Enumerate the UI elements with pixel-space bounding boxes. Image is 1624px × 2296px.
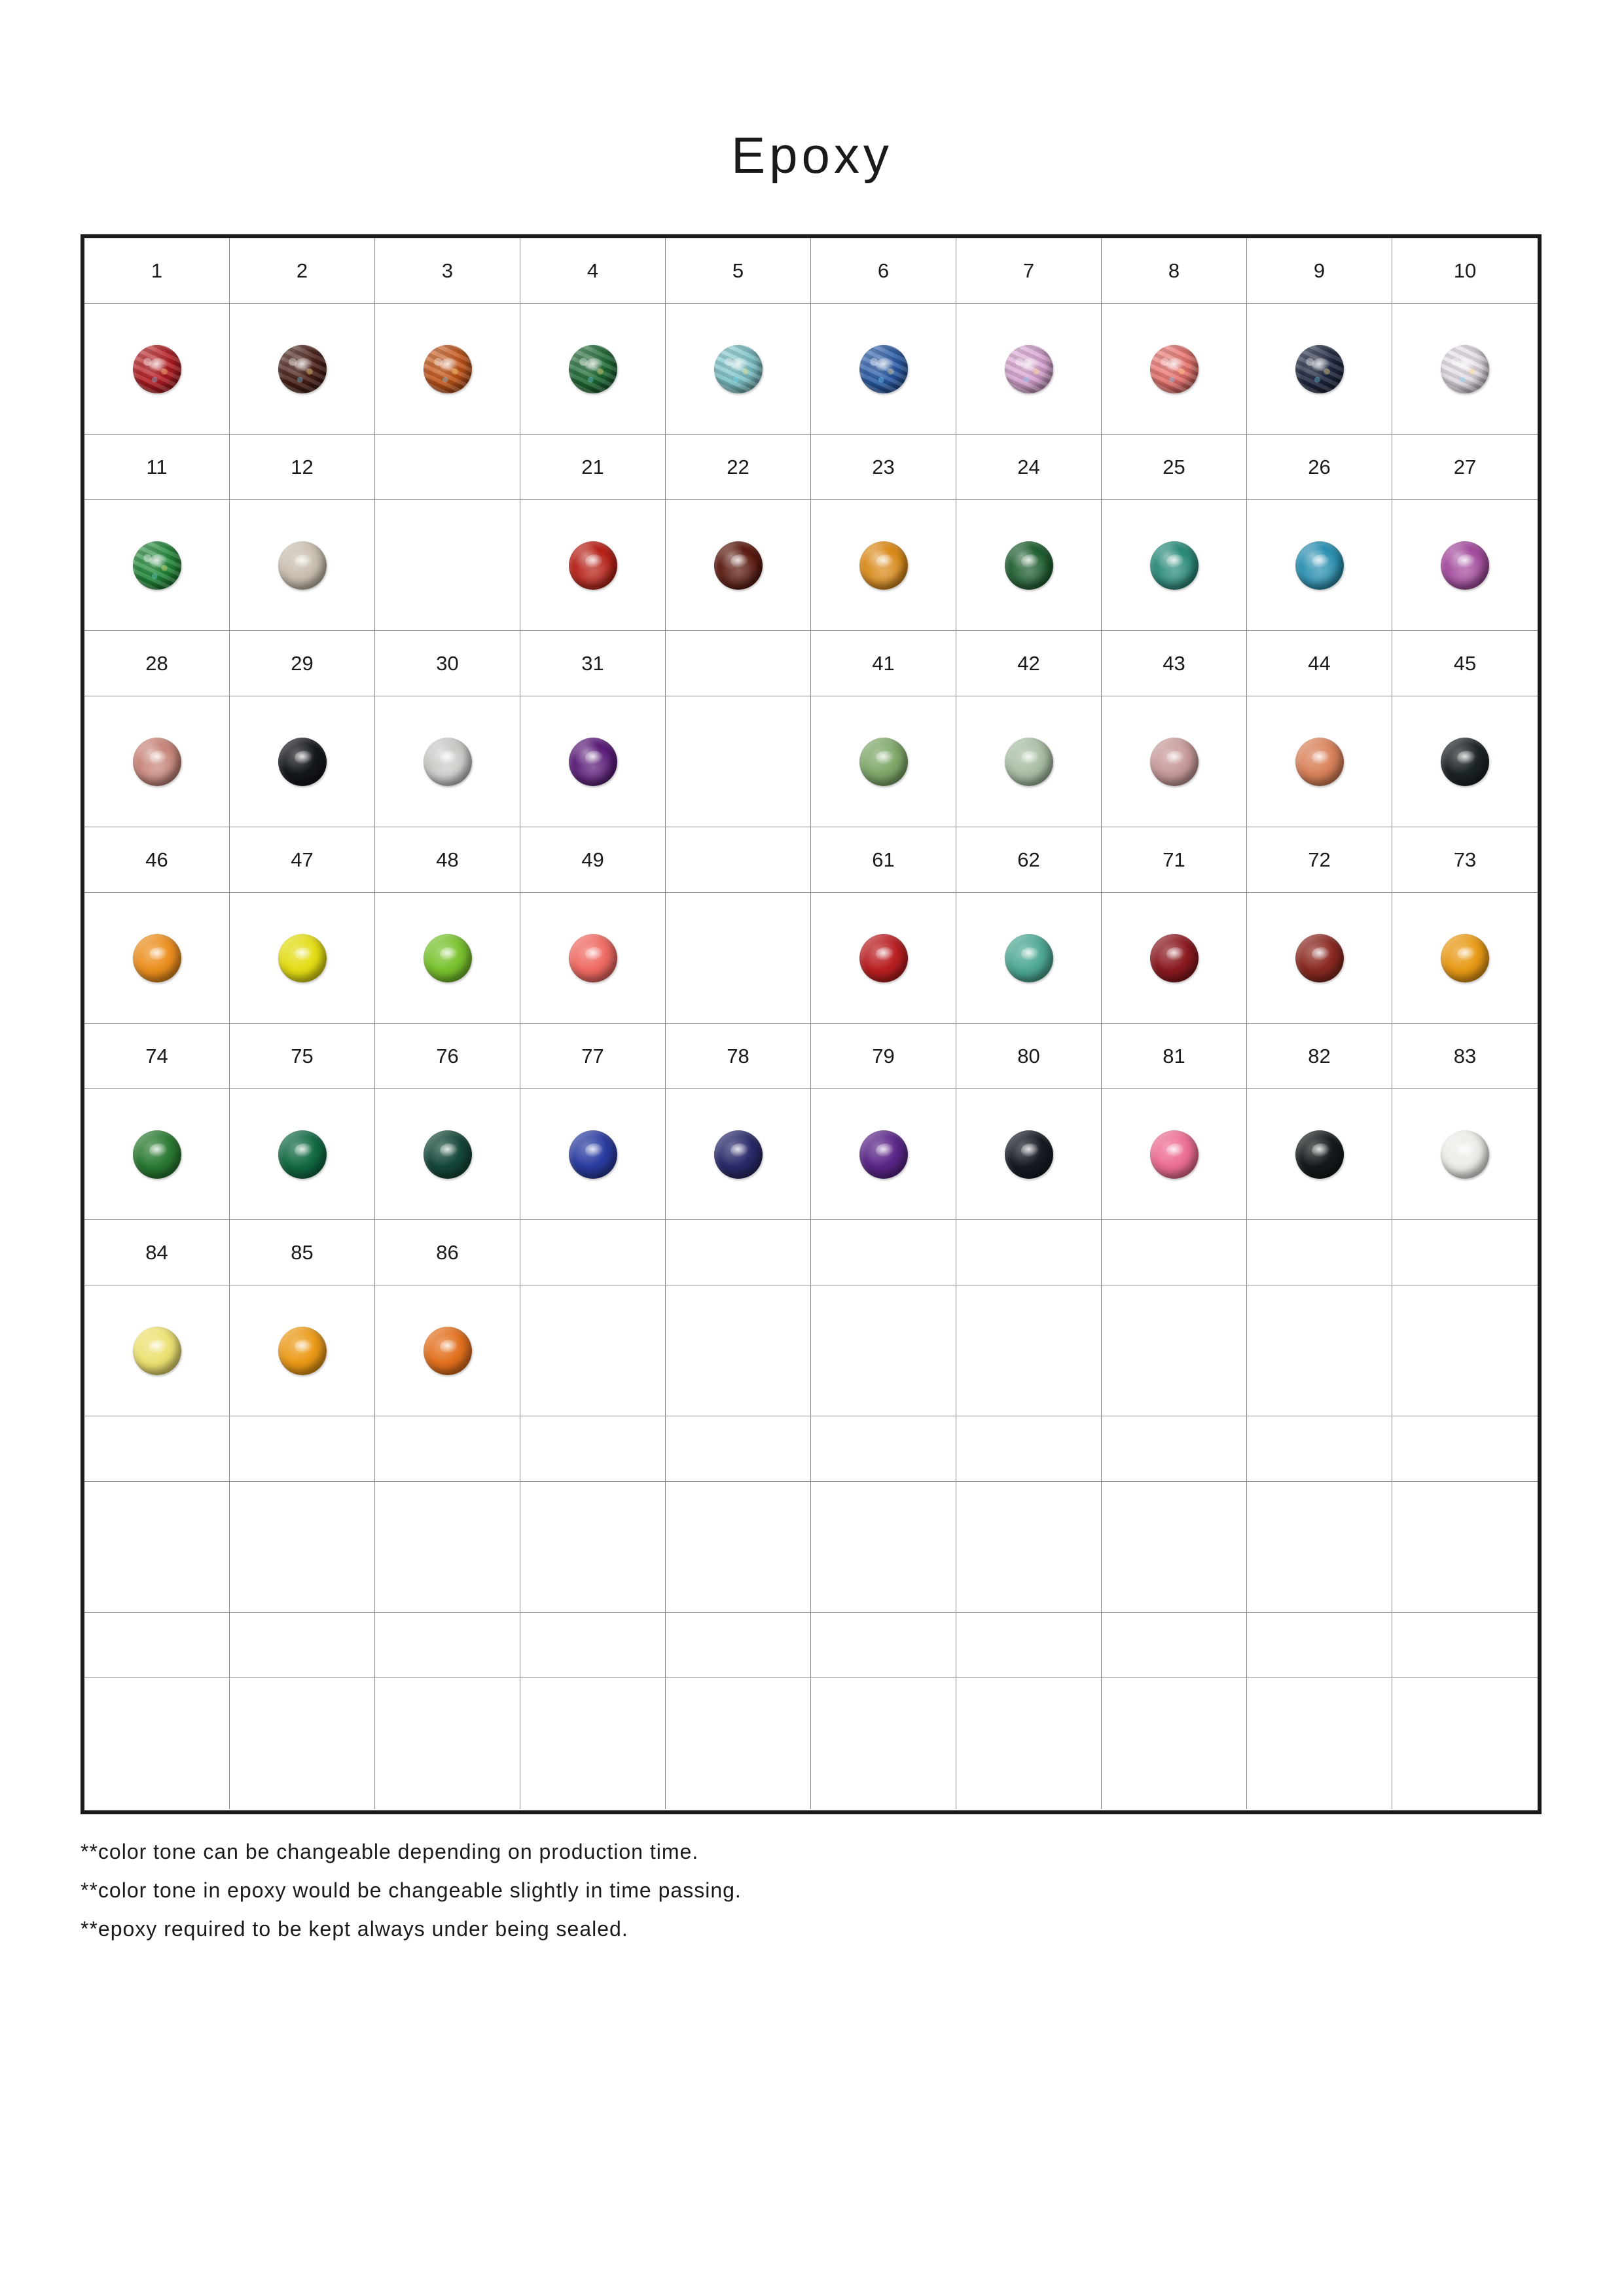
- swatch-cell: [666, 1285, 811, 1416]
- swatch-number-cell: [375, 631, 520, 696]
- swatch-cell: [520, 1285, 666, 1416]
- swatch-cell: [1247, 893, 1392, 1024]
- swatch-number: 81: [1163, 1044, 1185, 1067]
- color-swatch-bead: [1005, 541, 1053, 590]
- swatch-number: 1: [151, 259, 163, 282]
- swatch-cell: [1247, 304, 1392, 435]
- swatch-number: 79: [872, 1044, 895, 1067]
- swatch-number-cell: [956, 827, 1102, 893]
- swatch-cell: [1392, 1089, 1538, 1220]
- swatch-cell: [84, 1285, 230, 1416]
- color-swatch-bead: [1005, 738, 1053, 786]
- swatch-number-cell: [230, 435, 375, 500]
- color-swatch-bead: [278, 738, 327, 786]
- swatch-cell: [84, 304, 230, 435]
- swatch-cell: [375, 1678, 520, 1809]
- swatch-cell: [230, 1678, 375, 1809]
- swatch-number: 82: [1308, 1044, 1331, 1067]
- swatch-number-cell: [666, 827, 811, 893]
- color-swatch-bead: [424, 738, 472, 786]
- swatch-cell: [1392, 1678, 1538, 1809]
- swatch-number-cell: [811, 1024, 956, 1089]
- swatch-cell: [811, 696, 956, 827]
- swatch-number-cell: [230, 1024, 375, 1089]
- color-chart-table: [81, 234, 1542, 1814]
- swatch-number: 5: [732, 259, 744, 282]
- swatch-cell: [1102, 1482, 1247, 1613]
- color-swatch-bead: [278, 1327, 327, 1375]
- swatch-number-cell: [375, 1613, 520, 1678]
- color-swatch-bead: [278, 1130, 327, 1179]
- color-swatch-bead: [1441, 738, 1489, 786]
- swatch-number-cell: [84, 238, 230, 304]
- swatch-number: 10: [1453, 259, 1477, 282]
- swatch-number: 12: [291, 455, 314, 478]
- swatch-cell: [1392, 1285, 1538, 1416]
- swatch-cell: [956, 696, 1102, 827]
- color-swatch-bead: [133, 1130, 181, 1179]
- swatch-cell: [1102, 500, 1247, 631]
- swatch-number-cell: [1247, 1416, 1392, 1482]
- color-swatch-bead: [1150, 345, 1199, 393]
- color-swatch-bead: [278, 541, 327, 590]
- swatch-cell: [375, 1482, 520, 1613]
- swatch-cell: [666, 893, 811, 1024]
- swatch-number: 75: [291, 1044, 314, 1067]
- swatch-number-cell: [1247, 1613, 1392, 1678]
- swatch-number: 29: [291, 651, 314, 675]
- swatch-cell: [1102, 1089, 1247, 1220]
- swatch-cell: [1102, 696, 1247, 827]
- swatch-number-cell: [520, 1024, 666, 1089]
- swatch-cell: [520, 1482, 666, 1613]
- swatch-number-cell: [1102, 1220, 1247, 1285]
- swatch-cell: [520, 1089, 666, 1220]
- swatch-cell: [1102, 1678, 1247, 1809]
- swatch-number: 44: [1308, 651, 1331, 675]
- swatch-number-cell: [1392, 1220, 1538, 1285]
- swatch-cell: [84, 696, 230, 827]
- swatch-number: 62: [1017, 848, 1040, 871]
- color-swatch-bead: [1005, 934, 1053, 982]
- swatch-number-cell: [520, 238, 666, 304]
- swatch-number-cell: [375, 435, 520, 500]
- swatch-cell: [956, 1678, 1102, 1809]
- swatch-cell: [84, 893, 230, 1024]
- swatch-number-cell: [1392, 238, 1538, 304]
- color-swatch-bead: [569, 738, 617, 786]
- swatch-number-cell: [811, 827, 956, 893]
- swatch-number-cell: [811, 1416, 956, 1482]
- swatch-cell: [1102, 893, 1247, 1024]
- swatch-cell: [230, 1482, 375, 1613]
- swatch-number-cell: [666, 1613, 811, 1678]
- swatch-cell: [1102, 304, 1247, 435]
- swatch-cell: [84, 500, 230, 631]
- color-swatch-bead: [424, 1130, 472, 1179]
- color-swatch-bead: [859, 345, 908, 393]
- swatch-cell: [230, 696, 375, 827]
- swatch-number-cell: [811, 1613, 956, 1678]
- swatch-number: 7: [1022, 259, 1035, 282]
- swatch-number-cell: [230, 238, 375, 304]
- swatch-cell: [956, 893, 1102, 1024]
- swatch-number: 24: [1017, 455, 1040, 478]
- swatch-number-cell: [956, 631, 1102, 696]
- swatch-number-cell: [956, 1613, 1102, 1678]
- swatch-number-cell: [1247, 1024, 1392, 1089]
- swatch-cell: [84, 1482, 230, 1613]
- swatch-number: 27: [1453, 455, 1477, 478]
- swatch-number-cell: [666, 1220, 811, 1285]
- swatch-number-cell: [230, 1416, 375, 1482]
- swatch-cell: [956, 304, 1102, 435]
- swatch-number: 72: [1308, 848, 1331, 871]
- swatch-cell: [375, 1285, 520, 1416]
- swatch-number: 85: [291, 1240, 314, 1264]
- color-swatch-bead: [1005, 345, 1053, 393]
- swatch-cell: [1102, 1285, 1247, 1416]
- color-swatch-bead: [714, 1130, 763, 1179]
- swatch-number: 21: [581, 455, 604, 478]
- swatch-cell: [1392, 696, 1538, 827]
- swatch-number: 76: [436, 1044, 459, 1067]
- swatch-number-cell: [520, 827, 666, 893]
- color-swatch-bead: [714, 345, 763, 393]
- color-swatch-bead: [133, 541, 181, 590]
- swatch-cell: [666, 1678, 811, 1809]
- swatch-number-cell: [1247, 435, 1392, 500]
- swatch-number-cell: [375, 238, 520, 304]
- swatch-cell: [520, 500, 666, 631]
- swatch-number: 86: [436, 1240, 459, 1264]
- color-swatch-bead: [424, 934, 472, 982]
- swatch-number-cell: [230, 1613, 375, 1678]
- color-swatch-bead: [1295, 1130, 1344, 1179]
- swatch-cell: [811, 1482, 956, 1613]
- swatch-number-cell: [956, 435, 1102, 500]
- swatch-number-cell: [1392, 1416, 1538, 1482]
- swatch-cell: [811, 1678, 956, 1809]
- swatch-number-cell: [84, 631, 230, 696]
- swatch-number-cell: [1392, 435, 1538, 500]
- swatch-number-cell: [375, 1416, 520, 1482]
- swatch-cell: [230, 500, 375, 631]
- swatch-number-cell: [666, 631, 811, 696]
- swatch-number: 2: [296, 259, 308, 282]
- color-swatch-bead: [1005, 1130, 1053, 1179]
- swatch-cell: [666, 304, 811, 435]
- swatch-number-cell: [520, 631, 666, 696]
- swatch-cell: [1247, 1285, 1392, 1416]
- swatch-number-cell: [230, 631, 375, 696]
- swatch-number-cell: [666, 1416, 811, 1482]
- color-swatch-bead: [1441, 345, 1489, 393]
- color-swatch-bead: [424, 345, 472, 393]
- swatch-number-cell: [375, 1220, 520, 1285]
- swatch-number: 22: [727, 455, 749, 478]
- swatch-number-cell: [666, 435, 811, 500]
- swatch-cell: [956, 1482, 1102, 1613]
- swatch-cell: [1392, 500, 1538, 631]
- swatch-cell: [1247, 1482, 1392, 1613]
- swatch-cell: [230, 304, 375, 435]
- color-swatch-bead: [859, 934, 908, 982]
- color-swatch-bead: [569, 1130, 617, 1179]
- swatch-cell: [1392, 1482, 1538, 1613]
- swatch-cell: [520, 304, 666, 435]
- color-swatch-bead: [714, 541, 763, 590]
- swatch-cell: [811, 304, 956, 435]
- swatch-number-cell: [666, 1024, 811, 1089]
- color-swatch-bead: [1150, 934, 1199, 982]
- swatch-number-cell: [520, 1613, 666, 1678]
- swatch-cell: [375, 500, 520, 631]
- swatch-number-cell: [520, 1416, 666, 1482]
- swatch-cell: [666, 500, 811, 631]
- color-swatch-bead: [859, 738, 908, 786]
- color-swatch-bead: [1295, 345, 1344, 393]
- swatch-number: 61: [872, 848, 895, 871]
- swatch-number-cell: [956, 1220, 1102, 1285]
- color-swatch-bead: [859, 541, 908, 590]
- swatch-number-cell: [1247, 827, 1392, 893]
- swatch-number-cell: [230, 827, 375, 893]
- color-swatch-bead: [1295, 738, 1344, 786]
- swatch-number: 78: [727, 1044, 749, 1067]
- swatch-number: 8: [1168, 259, 1180, 282]
- swatch-number-cell: [1247, 1220, 1392, 1285]
- swatch-cell: [520, 893, 666, 1024]
- swatch-number-cell: [1247, 238, 1392, 304]
- color-swatch-bead: [133, 1327, 181, 1375]
- swatch-cell: [1392, 893, 1538, 1024]
- swatch-number: 31: [581, 651, 604, 675]
- swatch-number-cell: [84, 435, 230, 500]
- swatch-number: 9: [1313, 259, 1326, 282]
- swatch-number: 3: [441, 259, 454, 282]
- swatch-number: 49: [581, 848, 604, 871]
- swatch-number-cell: [375, 1024, 520, 1089]
- swatch-number: 26: [1308, 455, 1331, 478]
- swatch-number: 4: [586, 259, 599, 282]
- swatch-number-cell: [811, 238, 956, 304]
- color-swatch-bead: [569, 934, 617, 982]
- swatch-number-cell: [1392, 1024, 1538, 1089]
- swatch-number: 25: [1163, 455, 1185, 478]
- swatch-cell: [666, 696, 811, 827]
- swatch-number: 42: [1017, 651, 1040, 675]
- swatch-number-cell: [811, 1220, 956, 1285]
- swatch-number-cell: [811, 435, 956, 500]
- swatch-number-cell: [84, 1613, 230, 1678]
- swatch-number-cell: [956, 238, 1102, 304]
- swatch-number: 30: [436, 651, 459, 675]
- swatch-number-cell: [1392, 1613, 1538, 1678]
- color-swatch-bead: [1441, 934, 1489, 982]
- swatch-cell: [956, 1089, 1102, 1220]
- swatch-cell: [666, 1482, 811, 1613]
- swatch-number: 74: [145, 1044, 168, 1067]
- swatch-number: 83: [1453, 1044, 1477, 1067]
- color-swatch-bead: [133, 738, 181, 786]
- color-swatch-bead: [569, 541, 617, 590]
- page-title: Epoxy: [731, 126, 893, 185]
- color-swatch-bead: [1150, 541, 1199, 590]
- swatch-number-cell: [956, 1024, 1102, 1089]
- swatch-number-cell: [84, 1220, 230, 1285]
- swatch-cell: [1247, 696, 1392, 827]
- swatch-number: 80: [1017, 1044, 1040, 1067]
- swatch-number: 46: [145, 848, 168, 871]
- color-swatch-bead: [1441, 1130, 1489, 1179]
- swatch-number: 73: [1453, 848, 1477, 871]
- swatch-number: 41: [872, 651, 895, 675]
- swatch-number-cell: [1102, 827, 1247, 893]
- footnote-3: **epoxy required to be kept always under being sealed.: [81, 1917, 628, 1941]
- swatch-cell: [230, 1089, 375, 1220]
- color-swatch-bead: [859, 1130, 908, 1179]
- swatch-number: 43: [1163, 651, 1185, 675]
- swatch-number-cell: [666, 238, 811, 304]
- swatch-cell: [1247, 1678, 1392, 1809]
- swatch-cell: [84, 1678, 230, 1809]
- color-swatch-bead: [1150, 1130, 1199, 1179]
- swatch-number-cell: [1392, 631, 1538, 696]
- color-swatch-bead: [278, 934, 327, 982]
- color-swatch-bead: [1295, 541, 1344, 590]
- swatch-cell: [375, 696, 520, 827]
- swatch-number: 71: [1163, 848, 1185, 871]
- footnotes: [81, 1833, 1542, 1948]
- swatch-number: 77: [581, 1044, 604, 1067]
- swatch-number-cell: [811, 631, 956, 696]
- color-swatch-bead: [1295, 934, 1344, 982]
- color-swatch-bead: [278, 345, 327, 393]
- footnote-1: **color tone can be changeable depending on production time.: [81, 1840, 699, 1863]
- swatch-number: 11: [146, 455, 168, 478]
- swatch-cell: [811, 1089, 956, 1220]
- swatch-number-cell: [84, 1416, 230, 1482]
- swatch-number-cell: [1102, 1024, 1247, 1089]
- swatch-number-cell: [375, 827, 520, 893]
- swatch-cell: [84, 1089, 230, 1220]
- swatch-number: 84: [145, 1240, 168, 1264]
- swatch-number-cell: [1102, 631, 1247, 696]
- swatch-cell: [956, 1285, 1102, 1416]
- color-swatch-bead: [133, 934, 181, 982]
- swatch-number: 47: [291, 848, 314, 871]
- swatch-cell: [230, 1285, 375, 1416]
- swatch-number-cell: [230, 1220, 375, 1285]
- swatch-number-cell: [1247, 631, 1392, 696]
- swatch-number-cell: [520, 435, 666, 500]
- swatch-cell: [375, 304, 520, 435]
- swatch-number-cell: [520, 1220, 666, 1285]
- swatch-cell: [811, 500, 956, 631]
- swatch-number-cell: [1102, 1613, 1247, 1678]
- swatch-cell: [811, 1285, 956, 1416]
- swatch-cell: [666, 1089, 811, 1220]
- swatch-cell: [1392, 304, 1538, 435]
- swatch-cell: [1247, 1089, 1392, 1220]
- color-swatch-bead: [133, 345, 181, 393]
- swatch-number-cell: [1102, 435, 1247, 500]
- color-swatch-bead: [1441, 541, 1489, 590]
- swatch-cell: [520, 696, 666, 827]
- swatch-cell: [375, 1089, 520, 1220]
- color-swatch-bead: [424, 1327, 472, 1375]
- color-swatch-bead: [569, 345, 617, 393]
- swatch-number-cell: [84, 1024, 230, 1089]
- swatch-number: 45: [1453, 651, 1477, 675]
- swatch-cell: [230, 893, 375, 1024]
- swatch-cell: [956, 500, 1102, 631]
- swatch-number-cell: [956, 1416, 1102, 1482]
- swatch-cell: [1247, 500, 1392, 631]
- swatch-cell: [520, 1678, 666, 1809]
- swatch-cell: [811, 893, 956, 1024]
- swatch-number: 6: [877, 259, 890, 282]
- swatch-number-cell: [1102, 238, 1247, 304]
- footnote-2: **color tone in epoxy would be changeable slightly in time passing.: [81, 1878, 742, 1902]
- swatch-number: 28: [145, 651, 168, 675]
- swatch-number: 23: [872, 455, 895, 478]
- swatch-number-cell: [1392, 827, 1538, 893]
- swatch-number: 48: [436, 848, 459, 871]
- color-swatch-bead: [1150, 738, 1199, 786]
- swatch-number-cell: [84, 827, 230, 893]
- swatch-cell: [375, 893, 520, 1024]
- swatch-number-cell: [1102, 1416, 1247, 1482]
